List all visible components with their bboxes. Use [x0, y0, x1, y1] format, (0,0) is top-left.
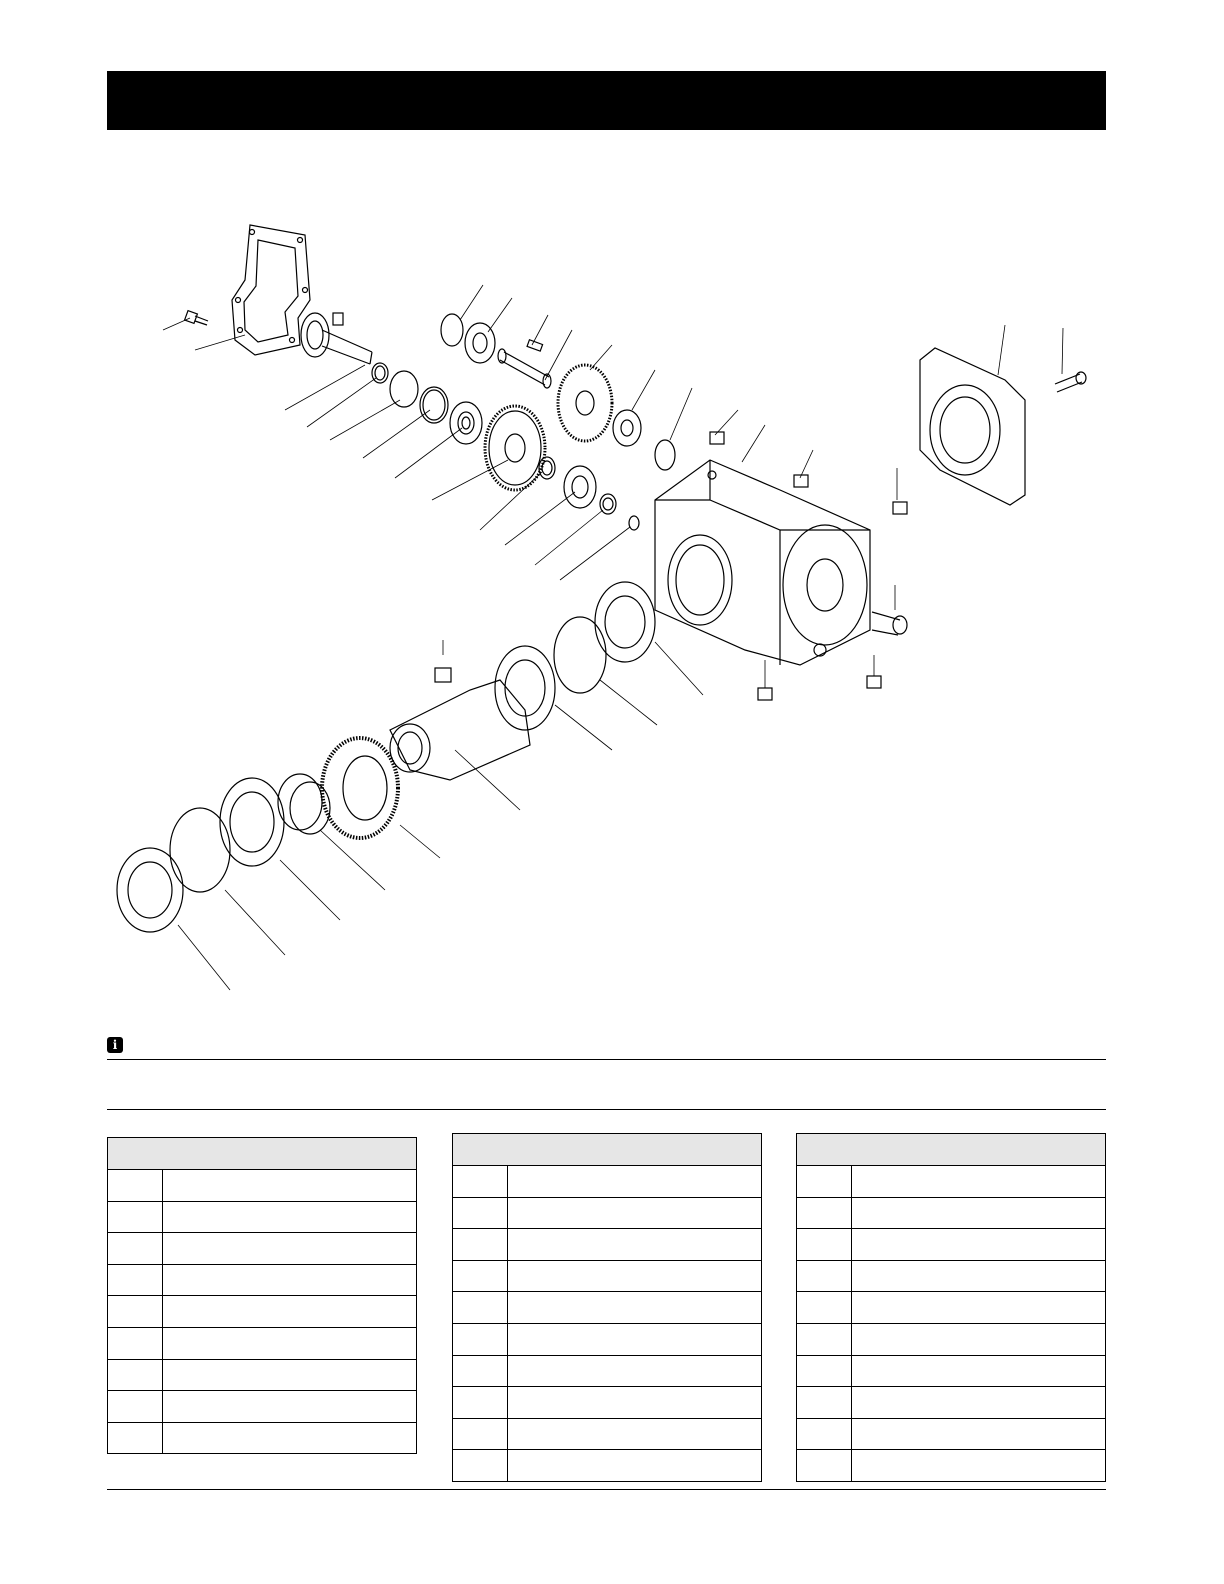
splined-shaft — [872, 612, 907, 635]
spur-gear-top — [558, 365, 612, 441]
hollow-output-shaft — [390, 680, 530, 780]
flange-plate — [920, 348, 1025, 505]
pinion-shaft — [301, 313, 372, 364]
circlip-lower — [170, 808, 230, 892]
table-row — [108, 1233, 417, 1265]
key-lower — [435, 668, 451, 682]
table-row — [108, 1422, 417, 1454]
leader-lines — [163, 285, 1063, 990]
table-row — [797, 1292, 1106, 1324]
table-row — [453, 1166, 762, 1198]
table-row — [797, 1229, 1106, 1261]
bearing-top-2 — [613, 410, 641, 446]
divider — [107, 1109, 1106, 1110]
key-top — [527, 340, 543, 351]
table-row — [797, 1197, 1106, 1229]
parts-table-1 — [107, 1137, 417, 1454]
plug-top-1 — [710, 432, 724, 444]
table-row — [108, 1170, 417, 1202]
table-row — [797, 1355, 1106, 1387]
table-row — [108, 1391, 417, 1423]
info-icon: i — [107, 1037, 123, 1053]
spacer-sleeve — [278, 774, 330, 834]
table-row — [453, 1292, 762, 1324]
circlip-top-2 — [655, 440, 675, 470]
table-row — [108, 1264, 417, 1296]
note-row — [107, 1037, 1106, 1060]
seal-lower — [117, 848, 183, 932]
circlip-mid — [554, 617, 606, 693]
footer-rule — [107, 1489, 1106, 1490]
table-row — [453, 1387, 762, 1419]
table-row — [108, 1327, 417, 1359]
upper-ring-2 — [390, 371, 418, 407]
table-row — [108, 1359, 417, 1391]
table-row — [453, 1229, 762, 1261]
seal-mid — [595, 582, 655, 662]
table-row — [797, 1166, 1106, 1198]
table-row — [797, 1450, 1106, 1482]
bearing-upper-1 — [450, 402, 482, 444]
circlip-small — [629, 516, 639, 530]
upper-ring-1 — [372, 363, 388, 383]
table-row — [108, 1296, 417, 1328]
upper-ring-3 — [420, 387, 448, 423]
table-title — [108, 1138, 417, 1170]
bushing-small — [600, 494, 616, 514]
helical-pinion — [498, 349, 551, 388]
table-title — [797, 1134, 1106, 1166]
table-row — [453, 1197, 762, 1229]
circlip-top — [441, 314, 463, 346]
table-row — [453, 1355, 762, 1387]
header-bar — [107, 71, 1106, 130]
gearbox-housing — [655, 460, 870, 665]
table-row — [453, 1418, 762, 1450]
bolt-left — [185, 311, 208, 325]
table-title — [453, 1134, 762, 1166]
table-row — [108, 1201, 417, 1233]
parts-table-2 — [452, 1133, 762, 1482]
bevel-gear — [322, 738, 398, 838]
bearing-mid — [495, 646, 555, 730]
table-row — [453, 1260, 762, 1292]
bolt-right — [1055, 372, 1086, 392]
table-row — [453, 1450, 762, 1482]
table-row — [453, 1323, 762, 1355]
table-row — [797, 1418, 1106, 1450]
plug-bottom-2 — [867, 676, 881, 688]
plug-right — [893, 502, 907, 514]
table-row — [797, 1387, 1106, 1419]
parts-table-3 — [796, 1133, 1106, 1482]
table-row — [797, 1260, 1106, 1292]
plug-top-2 — [794, 475, 808, 487]
spacer-ring — [539, 457, 555, 479]
table-row — [797, 1323, 1106, 1355]
plug-bottom-1 — [758, 688, 772, 700]
exploded-parts-diagram — [100, 200, 1120, 1010]
bearing-upper-2 — [564, 466, 596, 508]
